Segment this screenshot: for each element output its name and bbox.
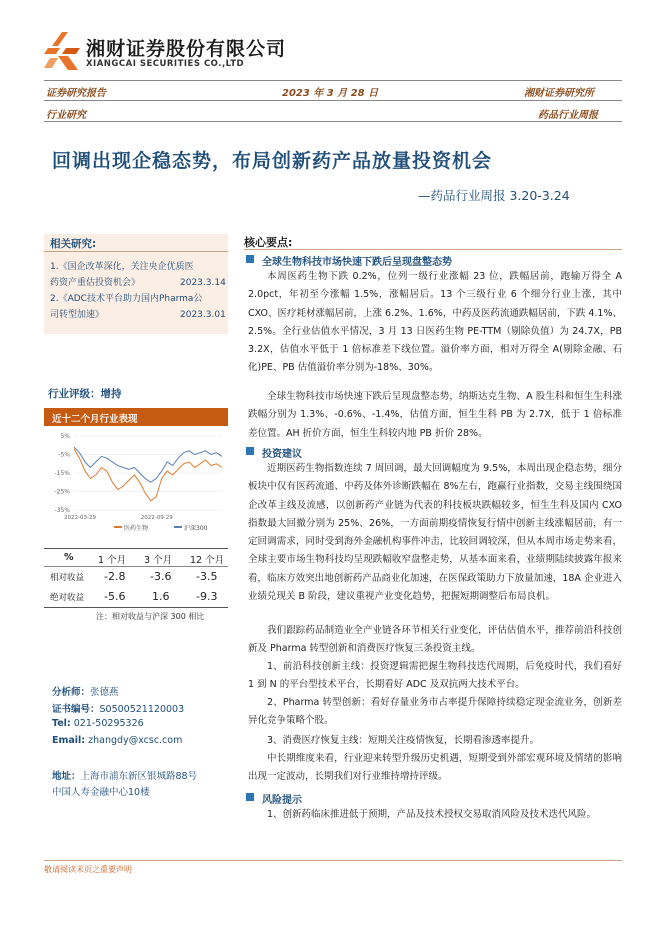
perf-row-relative-1m: -2.8 xyxy=(104,570,126,583)
report-series: 药品行业周报 xyxy=(538,110,598,121)
analyst-cert: S0500521120003 xyxy=(99,704,185,715)
chart-header xyxy=(44,408,228,426)
analyst-email[interactable]: zhangdy@xcsc.com xyxy=(88,735,183,746)
address-line-2: 中国人寿金融中心10楼 xyxy=(52,787,150,798)
perf-row-relative-3m: -3.6 xyxy=(150,570,172,583)
chart-title: 近十二个月行业表现 xyxy=(52,414,138,425)
page-title: 回调出现企稳态势，布局创新药产品放量投资机会 xyxy=(52,150,493,172)
company-name-cn: 湘财证券股份有限公司 xyxy=(86,38,287,60)
analyst-name: 张德燕 xyxy=(90,687,119,698)
section-bullet-icon xyxy=(246,447,254,455)
chart-x-tick-label: 2022-03-29 xyxy=(64,515,96,521)
section-2-paragraph-1: 近期医药生物指数连续 7 周回调，最大回调幅度为 9.5%，本周出现企稳态势，细分板块中仅有医药流通、中药及体外诊断跌幅在 8%左右，跑赢行业指数，交易主线围绕国企改革主线及流感，以创新药产业链为代表的科技板块跌幅较多，恒生生科及国内 CXO 指数最大回撤分别为 25%、26%，一方面前期疫情恢复行情中创新主线涨幅居前，有一定回调需求，同时受到海外金融机构事件冲击，比较回调较深，但从本周市场走势来看，全球主要市场生物科技均呈现跌幅收窄盘整走势，从基本面来看，业绩期陆续披露年报来看，临床方效突出地创新药产品商业化加速，在医保政策助力下放量加速，18A 企业进入业绩兑现关 B 阶段，建议重视产业变化趋势，把握短期调整后布局良机。 xyxy=(248,463,622,603)
perf-note: 注：相对收益与沪深 300 相比 xyxy=(96,612,205,621)
perf-row-relative-12m: -3.5 xyxy=(196,570,218,583)
chart-y-tick-label: -5% xyxy=(58,451,70,459)
key-points-heading: 核心要点: xyxy=(244,236,293,249)
related-item-1-line2[interactable]: 药资产重估投资机会》 xyxy=(50,278,141,288)
perf-row-absolute-label: 绝对收益 xyxy=(50,593,85,603)
related-item-1-date: 2023.3.14 xyxy=(180,278,226,288)
section-bullet-icon xyxy=(246,255,254,263)
perf-table-top-rule xyxy=(44,548,228,549)
analyst-tel-label: Tel: xyxy=(52,718,71,729)
analyst-tel: 021-50295326 xyxy=(73,718,144,729)
footer-divider xyxy=(44,860,622,861)
perf-row-relative-label: 相对收益 xyxy=(50,573,85,583)
chart-y-tick-label: -35% xyxy=(54,507,70,514)
header-divider-bottom xyxy=(44,121,622,122)
section-bullet-icon xyxy=(246,793,254,801)
report-category: 行业研究 xyxy=(46,110,86,121)
perf-row-absolute-12m: -9.3 xyxy=(196,590,218,603)
chart-legend-label: 医药生物 xyxy=(124,525,149,532)
section-1-title: 全球生物科技市场快速下跌后呈现盘整态势 xyxy=(262,257,452,268)
related-research-heading: 相关研究: xyxy=(50,238,97,250)
address-line-1: 上海市浦东新区银城路88号 xyxy=(80,771,198,782)
section-1-paragraph-1: 本周医药生物下跌 0.2%，位列一级行业涨幅 23 位，跌幅居前，跑输万得全 A 2.0pct，年初至今涨幅 1.5%，涨幅居后。13 个三级行业 6 个细分行业上涨，其中 CXO、医疗耗材涨幅居前，上涨 6.2%、1.6%，中药及医药流通跌幅居前，下跌 4.1%、2.5%。全行业估值水平情况，3 月 13 日医药生物 PE-TTM（剔除负值）为 24.7X，PB 3.2X，估值水平低于 1 倍标准差下线位置。溢价率方面，相对万得全 A(剔除金融、石化)PE、PB 估值溢价率分别为-18%、30%。 xyxy=(248,271,622,374)
section-2-paragraph-2: 我们跟踪药品制造业全产业链各环节相关行业变化，评估估值水平，推荐前沿科技创新及 Pharma 转型创新和消费医疗恢复三条投资主线。 xyxy=(248,625,622,655)
chart-legend-swatch xyxy=(174,526,182,528)
chart-y-tick-label: 5% xyxy=(60,433,70,440)
address-label: 地址： xyxy=(52,771,81,782)
analyst-name-label: 分析师： xyxy=(52,687,91,698)
related-divider xyxy=(44,251,228,252)
company-logo-icon xyxy=(44,30,82,72)
footer-disclaimer: 敬请阅读末页之重要声明 xyxy=(44,865,132,874)
institute-name: 湘财证券研究所 xyxy=(524,88,594,99)
report-date: 2023 年 3 月 28 日 xyxy=(282,88,379,99)
chart-y-tick-label: -15% xyxy=(54,470,70,477)
related-item-2-date: 2023.3.01 xyxy=(180,310,226,320)
perf-header-3m: 3 个月 xyxy=(144,555,173,566)
perf-header-12m: 12 个月 xyxy=(190,555,225,566)
section-3-paragraph-1: 1、创新药临床推进低于预期，产品及技术授权交易取消风险及技术迭代风险。 xyxy=(267,809,597,820)
chart-series-line xyxy=(74,447,222,482)
industry-rating: 行业评级：增持 xyxy=(48,388,122,400)
perf-table-bottom-rule xyxy=(44,607,228,608)
section-2-paragraph-3: 1、前沿科技创新主线：投资逻辑需把握生物科技迭代周期，后免疫时代，我们看好 1 到 N 的平台型技术平台，长期看好 ADC 及双抗两大技术平台。 xyxy=(248,661,622,691)
header-divider-top xyxy=(44,80,622,81)
analyst-cert-label: 证书编号： xyxy=(52,704,100,715)
related-item-2-line2[interactable]: 司转型加速》 xyxy=(50,310,105,320)
chart-y-tick-label: -25% xyxy=(54,488,70,496)
performance-chart xyxy=(44,428,228,540)
company-name-en: XIANGCAI SECURITIES CO.,LTD xyxy=(86,59,245,69)
page-subtitle: —药品行业周报 3.20-3.24 xyxy=(418,188,570,203)
related-item-1-line1[interactable]: 1.《国企改革深化，关注央企优质医 xyxy=(50,262,194,272)
analyst-email-label: Email: xyxy=(52,735,86,746)
key-points-divider xyxy=(244,249,622,250)
header-divider-mid xyxy=(44,100,622,101)
chart-x-tick-label: 2022-09-29 xyxy=(140,515,173,521)
section-2-paragraph-6: 中长期维度来看，行业迎来转型升级历史机遇，短期受到外部宏观环境及情绪的影响出现一定波动，长期我们对行业维持增持评级。 xyxy=(248,753,622,783)
section-1-paragraph-2: 全球生物科技市场快速下跌后呈现盘整态势，纳斯达克生物、A 股生科和恒生生科涨跌幅分别为 1.3%、-0.6%、-1.4%，估值方面，恒生生科 PB 为 2.7X，低于 1 倍标准差位置。AH 折价方面，恒生生科较内地 PB 折价 28%。 xyxy=(248,391,622,439)
perf-header-unit: % xyxy=(64,552,74,563)
perf-row-absolute-1m: -5.6 xyxy=(104,590,126,603)
chart-legend-label: 沪深300 xyxy=(184,525,208,532)
related-item-2-line1[interactable]: 2.《ADC技术平台助力国内Pharma公 xyxy=(50,294,203,304)
chart-series-line xyxy=(74,449,222,501)
report-type: 证券研究报告 xyxy=(46,88,106,99)
chart-legend-swatch xyxy=(114,526,122,528)
perf-header-1m: 1 个月 xyxy=(98,555,127,566)
section-2-paragraph-5: 3、消费医疗恢复主线：短期关注疫情恢复，长期看渗透率提升。 xyxy=(267,735,540,746)
perf-row-absolute-3m: 1.6 xyxy=(152,590,170,603)
section-2-title: 投资建议 xyxy=(262,449,302,460)
section-2-paragraph-4: 2、Pharma 转型创新：看好存量业务市占率提升保障持续稳定现金流业务，创新差异化竞争策略个股。 xyxy=(248,697,622,727)
perf-table-header-rule xyxy=(44,566,228,567)
section-3-title: 风险提示 xyxy=(262,795,302,806)
